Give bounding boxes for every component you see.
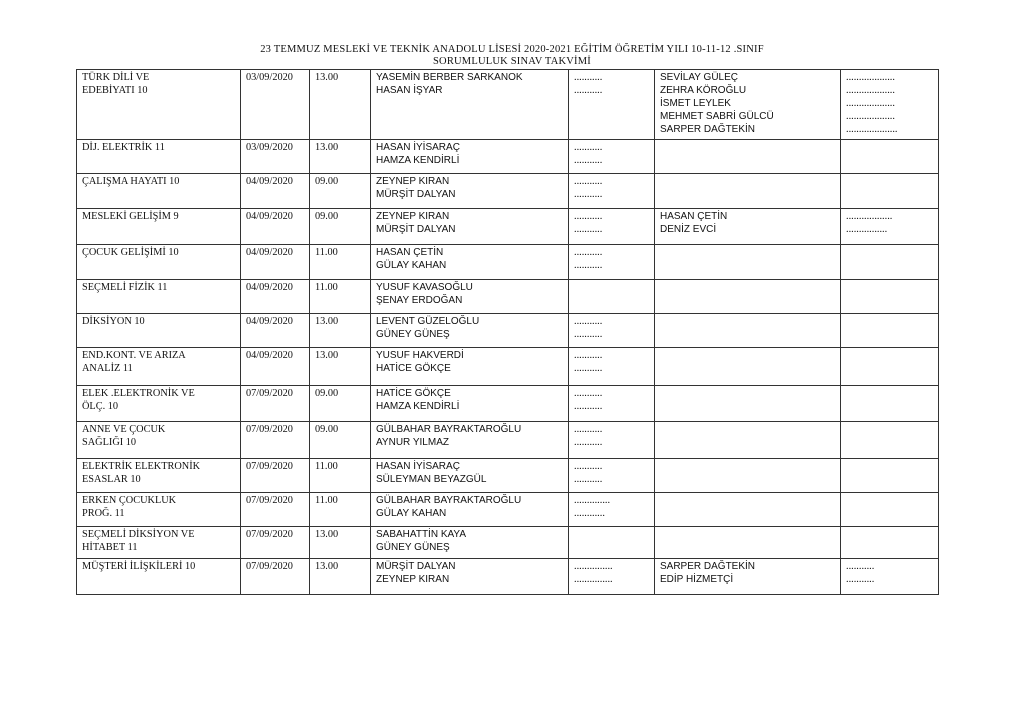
signature-cell-line: ........... — [574, 424, 603, 435]
document-subtitle: SORUMLULUK SINAV TAKVİMİ — [433, 56, 591, 67]
members-cell — [655, 493, 841, 527]
date-cell: 03/09/2020 — [241, 140, 310, 174]
date-cell: 07/09/2020 — [241, 459, 310, 493]
course-cell-line: DİJ. ELEKTRİK 11 — [82, 142, 165, 153]
table-row — [77, 140, 939, 174]
member-signature-cell — [841, 70, 939, 140]
teachers-cell-line: HAMZA KENDİRLİ — [376, 401, 460, 412]
teachers-cell-line: ZEYNEP KIRAN — [376, 574, 450, 585]
members-cell — [655, 174, 841, 209]
signature-cell — [569, 174, 655, 209]
member-signature-cell-line: ................... — [846, 98, 895, 109]
table-row — [77, 493, 939, 527]
course-cell — [77, 459, 241, 493]
course-cell — [77, 245, 241, 280]
table-row — [77, 70, 939, 140]
member-signature-cell — [841, 140, 939, 174]
teachers-cell-line: YUSUF HAKVERDİ — [376, 350, 464, 361]
course-cell — [77, 280, 241, 314]
date-cell: 03/09/2020 — [241, 70, 310, 140]
signature-cell-line: ........... — [574, 211, 603, 222]
teachers-cell — [371, 314, 569, 348]
signature-cell-line: ........... — [574, 350, 603, 361]
table-row — [77, 386, 939, 422]
time-cell: 11.00 — [310, 493, 371, 527]
member-signature-cell — [841, 209, 939, 245]
signature-cell-line: ........... — [574, 363, 603, 374]
signature-cell — [569, 559, 655, 595]
course-cell-line: ERKEN ÇOCUKLUK — [82, 495, 177, 506]
table-row — [77, 280, 939, 314]
member-signature-cell — [841, 422, 939, 459]
teachers-cell-line: MÜRŞİT DALYAN — [376, 189, 456, 200]
table-row — [77, 527, 939, 559]
date-cell: 07/09/2020 — [241, 422, 310, 459]
time-cell: 11.00 — [310, 459, 371, 493]
members-cell — [655, 280, 841, 314]
members-cell — [655, 209, 841, 245]
teachers-cell-line: HATİCE GÖKÇE — [376, 388, 451, 399]
course-cell — [77, 209, 241, 245]
members-cell-line: DENİZ EVCİ — [660, 224, 717, 235]
members-cell-line: SARPER DAĞTEKİN — [660, 124, 756, 135]
signature-cell-line: ........... — [574, 461, 603, 472]
course-cell-line: HİTABET 11 — [82, 542, 138, 553]
signature-cell-line: ............... — [574, 561, 613, 572]
document-title: 23 TEMMUZ MESLEKİ VE TEKNİK ANADOLU LİSESİ 2020-2021 EĞİTİM ÖĞRETİM YILI 10-11-12 .SINIF — [260, 44, 764, 55]
course-cell-line: END.KONT. VE ARIZA — [82, 350, 186, 361]
course-cell — [77, 348, 241, 386]
exam-schedule-table — [76, 69, 939, 595]
table-row — [77, 422, 939, 459]
signature-cell-line: ........... — [574, 474, 603, 485]
course-cell-line: TÜRK DİLİ VE — [82, 72, 150, 83]
members-cell — [655, 348, 841, 386]
date-cell: 04/09/2020 — [241, 314, 310, 348]
members-cell-line: SARPER DAĞTEKİN — [660, 561, 756, 572]
signature-cell — [569, 140, 655, 174]
time-cell: 13.00 — [310, 559, 371, 595]
time-cell: 13.00 — [310, 348, 371, 386]
signature-cell-line: ........... — [574, 142, 603, 153]
time-cell: 13.00 — [310, 527, 371, 559]
teachers-cell — [371, 348, 569, 386]
course-cell-line: ELEKTRİK ELEKTRONİK — [82, 461, 201, 472]
members-cell — [655, 245, 841, 280]
course-cell-line: ÇOCUK GELİŞİMİ 10 — [82, 247, 179, 258]
signature-cell — [569, 386, 655, 422]
signature-cell — [569, 459, 655, 493]
table-row — [77, 348, 939, 386]
member-signature-cell — [841, 348, 939, 386]
signature-cell-line: ........... — [574, 260, 603, 271]
teachers-cell-line: YASEMİN BERBER SARKANOK — [376, 72, 523, 83]
member-signature-cell — [841, 174, 939, 209]
course-cell-line: DİKSİYON 10 — [82, 316, 145, 327]
table-row — [77, 459, 939, 493]
course-cell-line: ESASLAR 10 — [82, 474, 141, 485]
teachers-cell-line: HAMZA KENDİRLİ — [376, 155, 460, 166]
member-signature-cell-line: ................ — [846, 224, 888, 235]
member-signature-cell — [841, 314, 939, 348]
signature-cell — [569, 209, 655, 245]
signature-cell-line: ........... — [574, 316, 603, 327]
signature-cell-line: ........... — [574, 189, 603, 200]
teachers-cell — [371, 140, 569, 174]
time-cell: 09.00 — [310, 386, 371, 422]
course-cell-line: MESLEKİ GELİŞİM 9 — [82, 211, 179, 222]
course-cell-line: ÖLÇ. 10 — [82, 401, 119, 412]
signature-cell-line: ............ — [574, 508, 605, 519]
member-signature-cell-line: ................... — [846, 111, 895, 122]
signature-cell-line: ............... — [574, 574, 613, 585]
course-cell — [77, 140, 241, 174]
teachers-cell-line: HASAN İYİSARAÇ — [376, 142, 460, 153]
teachers-cell-line: MÜRŞİT DALYAN — [376, 224, 456, 235]
teachers-cell — [371, 174, 569, 209]
course-cell-line: SEÇMELİ FİZİK 11 — [82, 282, 168, 293]
course-cell — [77, 493, 241, 527]
teachers-cell-line: GÜLBAHAR BAYRAKTAROĞLU — [376, 424, 522, 435]
course-cell-line: MÜŞTERİ İLİŞKİLERİ 10 — [82, 561, 196, 572]
teachers-cell — [371, 280, 569, 314]
member-signature-cell-line: ........... — [846, 574, 875, 585]
course-cell-line: ANALİZ 11 — [82, 363, 133, 374]
teachers-cell-line: GÜLAY KAHAN — [376, 260, 447, 271]
teachers-cell-line: MÜRŞİT DALYAN — [376, 561, 456, 572]
members-cell-line: İSMET LEYLEK — [660, 98, 731, 109]
signature-cell-line: ........... — [574, 247, 603, 258]
member-signature-cell — [841, 493, 939, 527]
teachers-cell — [371, 559, 569, 595]
signature-cell-line: ........... — [574, 72, 603, 83]
members-cell — [655, 314, 841, 348]
members-cell-line: MEHMET SABRİ GÜLCÜ — [660, 111, 774, 122]
time-cell: 09.00 — [310, 209, 371, 245]
teachers-cell-line: HATİCE GÖKÇE — [376, 363, 451, 374]
members-cell — [655, 386, 841, 422]
course-cell — [77, 559, 241, 595]
table-row — [77, 314, 939, 348]
time-cell: 09.00 — [310, 174, 371, 209]
time-cell: 13.00 — [310, 140, 371, 174]
teachers-cell — [371, 386, 569, 422]
teachers-cell-line: HASAN İŞYAR — [376, 85, 443, 96]
signature-cell-line: .............. — [574, 495, 611, 506]
course-cell-line: SAĞLIĞI 10 — [82, 437, 137, 448]
signature-cell — [569, 314, 655, 348]
signature-cell-line: ........... — [574, 388, 603, 399]
course-cell — [77, 70, 241, 140]
signature-cell — [569, 280, 655, 314]
member-signature-cell — [841, 245, 939, 280]
time-cell: 09.00 — [310, 422, 371, 459]
members-cell — [655, 527, 841, 559]
date-cell: 04/09/2020 — [241, 245, 310, 280]
members-cell-line: SEVİLAY GÜLEÇ — [660, 72, 738, 83]
signature-cell-line: ........... — [574, 155, 603, 166]
course-cell-line: ELEK .ELEKTRONİK VE — [82, 388, 195, 399]
time-cell: 11.00 — [310, 280, 371, 314]
member-signature-cell — [841, 459, 939, 493]
member-signature-cell-line: .................... — [846, 124, 898, 135]
teachers-cell — [371, 245, 569, 280]
signature-cell-line: ........... — [574, 224, 603, 235]
course-cell-line: EDEBİYATI 10 — [82, 85, 148, 96]
signature-cell — [569, 527, 655, 559]
teachers-cell — [371, 70, 569, 140]
table-row — [77, 559, 939, 595]
members-cell — [655, 459, 841, 493]
teachers-cell-line: ZEYNEP KIRAN — [376, 176, 450, 187]
member-signature-cell-line: ........... — [846, 561, 875, 572]
teachers-cell — [371, 422, 569, 459]
date-cell: 04/09/2020 — [241, 174, 310, 209]
member-signature-cell — [841, 559, 939, 595]
date-cell: 07/09/2020 — [241, 386, 310, 422]
teachers-cell-line: HASAN İYİSARAÇ — [376, 461, 460, 472]
teachers-cell — [371, 493, 569, 527]
teachers-cell-line: SABAHATTİN KAYA — [376, 529, 467, 540]
teachers-cell — [371, 459, 569, 493]
teachers-cell-line: SÜLEYMAN BEYAZGÜL — [376, 474, 487, 485]
course-cell — [77, 527, 241, 559]
teachers-cell-line: GÜLAY KAHAN — [376, 508, 447, 519]
teachers-cell-line: ZEYNEP KIRAN — [376, 211, 450, 222]
signature-cell — [569, 422, 655, 459]
members-cell — [655, 140, 841, 174]
signature-cell-line: ........... — [574, 329, 603, 340]
course-cell — [77, 422, 241, 459]
time-cell: 11.00 — [310, 245, 371, 280]
time-cell: 13.00 — [310, 70, 371, 140]
course-cell-line: PROĞ. 11 — [82, 508, 125, 519]
table-row — [77, 174, 939, 209]
members-cell — [655, 422, 841, 459]
signature-cell — [569, 70, 655, 140]
date-cell: 04/09/2020 — [241, 348, 310, 386]
member-signature-cell-line: ................... — [846, 72, 895, 83]
date-cell: 04/09/2020 — [241, 209, 310, 245]
date-cell: 07/09/2020 — [241, 527, 310, 559]
signature-cell — [569, 245, 655, 280]
members-cell-line: ZEHRA KÖROĞLU — [660, 85, 747, 96]
course-cell — [77, 386, 241, 422]
course-cell-line: ANNE VE ÇOCUK — [82, 424, 166, 435]
teachers-cell-line: GÜLBAHAR BAYRAKTAROĞLU — [376, 495, 522, 506]
teachers-cell-line: YUSUF KAVASOĞLU — [376, 282, 473, 293]
members-cell — [655, 70, 841, 140]
course-cell — [77, 174, 241, 209]
teachers-cell-line: GÜNEY GÜNEŞ — [376, 542, 450, 553]
date-cell: 07/09/2020 — [241, 559, 310, 595]
member-signature-cell — [841, 386, 939, 422]
teachers-cell-line: HASAN ÇETİN — [376, 247, 444, 258]
table-row — [77, 209, 939, 245]
member-signature-cell-line: ................... — [846, 85, 895, 96]
teachers-cell — [371, 209, 569, 245]
time-cell: 13.00 — [310, 314, 371, 348]
members-cell-line: EDİP HİZMETÇİ — [660, 574, 734, 585]
member-signature-cell — [841, 527, 939, 559]
member-signature-cell — [841, 280, 939, 314]
course-cell-line: SEÇMELİ DİKSİYON VE — [82, 529, 195, 540]
members-cell — [655, 559, 841, 595]
signature-cell-line: ........... — [574, 85, 603, 96]
members-cell-line: HASAN ÇETİN — [660, 211, 728, 222]
teachers-cell-line: ŞENAY ERDOĞAN — [376, 295, 463, 306]
signature-cell-line: ........... — [574, 437, 603, 448]
member-signature-cell-line: .................. — [846, 211, 893, 222]
teachers-cell-line: LEVENT GÜZELOĞLU — [376, 316, 480, 327]
date-cell: 07/09/2020 — [241, 493, 310, 527]
course-cell-line: ÇALIŞMA HAYATI 10 — [82, 176, 180, 187]
teachers-cell-line: AYNUR YILMAZ — [376, 437, 449, 448]
signature-cell — [569, 348, 655, 386]
signature-cell-line: ........... — [574, 176, 603, 187]
teachers-cell-line: GÜNEY GÜNEŞ — [376, 329, 450, 340]
table-row — [77, 245, 939, 280]
date-cell: 04/09/2020 — [241, 280, 310, 314]
signature-cell — [569, 493, 655, 527]
course-cell — [77, 314, 241, 348]
teachers-cell — [371, 527, 569, 559]
signature-cell-line: ........... — [574, 401, 603, 412]
